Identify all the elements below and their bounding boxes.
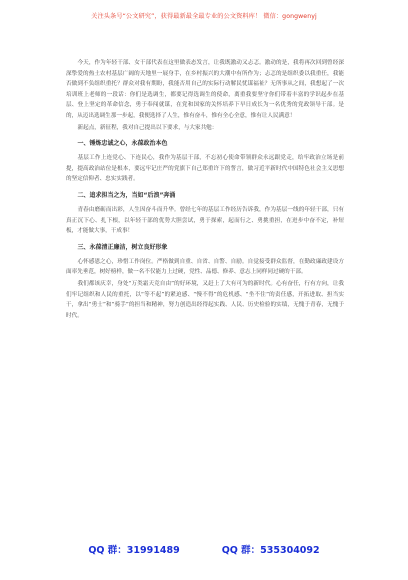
section-paragraph-1: 基层工作上连党心、下连民心，我作为基层干部，不忘初心使命带领群众永远跟党走，给牢政治立场是前提，提高政治站位是根本，要远牢记庄严的党旗下自己郑重许下的誓言，做习近平新时代中国特色社会主义思想的坚定信仰者、忠实实践者。 [66,155,344,183]
header-banner: 关注头条号“公文研究”，获得最新最全最专业的公文资料库！ 微信：gongwenyj [91,13,317,20]
intro-paragraph: 今天，作为年轻干部、女干部代表在这里做表态发言，让我既激动又忐忑。激动的是，我将再次回到曾经深深挚爱的热土农村基层广阔的天地里一展身手，在乡村振兴的大潮中有所作为；忐忑的是组织委以我重任，我能否做到不负组织重托？群众对我有期盼，我能否用自己的实际行动解民忧谋福祉？无所事从之间，我想起了一次培训班上老师的一段话：你们是选调生，都要记得选调生的使命，离重我要坚守你们带着丰富的学识起步在基层、登上坚定的革命信念，勇于奉闯就谋，在党和国家的关怀培养下早日成长为一名优秀的党政领导干部。是的，从迈出选调生那一步起，我便选择了人生，惟有奋斗，惟有全心全意，惟有让人民满意！ [66,60,344,119]
closing-paragraph: 我们都该庆幸，身处“万类霜天竞自由”的好环境，又赶上了大有可为的新时代。心有奋任，行有方向，让我们牢记组织和人民的重托，以“等不起”的紧迫感、“慢不得”的危机感、“坐不住”的责任感，开拓进取、担当实干，拿出“勇士”和“骑手”的担当和精神，努力创造出经得起实践、人民、历史检验的实绩，无愧于青春，无愧于时代。 [66,280,344,319]
section-heading-2: 二、追求担当之为，当如“后浪”奔涌 [77,191,176,199]
section-heading-3: 三、永葆清正廉洁，树立良好形象 [77,243,168,251]
section-paragraph-2: 青春由磨砺而出彩，人生因奋斗而升华。曾经七年的基层工作经历告诉我，作为基层一线的年轻干部，只有真正沉下心、扎下根，以年轻干部的优势大胆尝试，勇于探索，起而行之、勇挑重担，在迸步中奋不定，补短板，才能做大事，干成事！ [66,206,344,235]
qq-group-2: QQ 群：535304092 [221,545,320,556]
section-paragraph-3: 心怀感恩之心，珍惜工作岗位。严格做到自重、自省、自警、自励。自觉接受群众监督，在勤政廉政建设方面率先垂范，树好榜样，做一名不仅能力上过硬，党性、品德、修养、意志上同样同过硬的干部。 [66,258,344,276]
intro-transition: 新起点，新征程，我对自己提出以下要求，与大家共勉： [77,124,218,131]
document-body [66,58,344,321]
qq-group-1: QQ 群：31991489 [88,545,180,556]
footer-contacts [0,542,408,556]
section-heading-1: 一、锤炼忠诚之心，永葆政治本色 [77,140,168,148]
